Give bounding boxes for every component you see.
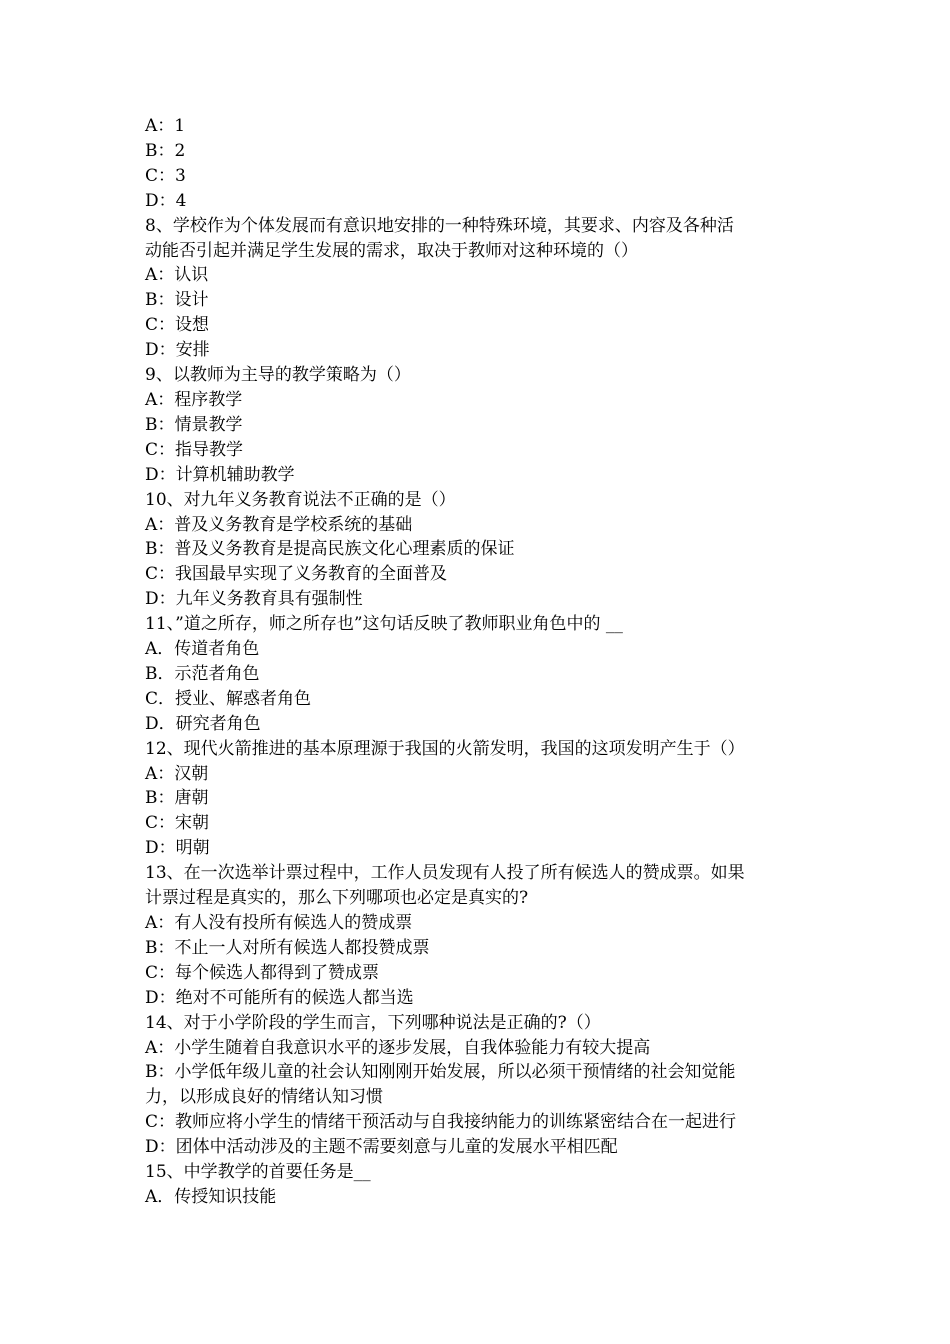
question-13-line-1: 13、在一次选举计票过程中，工作人员发现有人投了所有候选人的赞成票。如果 bbox=[145, 863, 745, 884]
option-b: B：不止一人对所有候选人都投赞成票 bbox=[145, 937, 430, 958]
option-b: B：普及义务教育是提高民族文化心理素质的保证 bbox=[145, 539, 515, 560]
question-10: 10、对九年义务教育说法不正确的是（） bbox=[145, 489, 456, 510]
option-a: A：有人没有投所有候选人的赞成票 bbox=[145, 913, 413, 933]
question-12: 12、现代火箭推进的基本原理源于我国的火箭发明，我国的这项发明产生于（） bbox=[145, 738, 745, 759]
question-11: 11、”道之所存，师之所存也”这句话反映了教师职业角色中的 __ bbox=[145, 614, 623, 635]
option-a: A：程序教学 bbox=[145, 389, 243, 410]
option-b: B：设计 bbox=[145, 290, 209, 311]
option-d: D：团体中活动涉及的主题不需要刻意与儿童的发展水平相匹配 bbox=[145, 1137, 618, 1158]
option-b-line-2: 力，以形成良好的情绪认知习惯 bbox=[145, 1087, 383, 1108]
option-c: C：指导教学 bbox=[145, 439, 244, 460]
option-d: D：计算机辅助教学 bbox=[145, 464, 295, 485]
option-b: B：唐朝 bbox=[145, 788, 209, 809]
option-c: C：我国最早实现了义务教育的全面普及 bbox=[145, 564, 448, 585]
option-b-line-1: B：小学低年级儿童的社会认知刚刚开始发展，所以必须干预情绪的社会知觉能 bbox=[145, 1062, 736, 1083]
option-a: A：汉朝 bbox=[145, 763, 209, 784]
option-d: D．研究者角色 bbox=[145, 713, 261, 734]
option-a: A：小学生随着自我意识水平的逐步发展，自我体验能力有较大提高 bbox=[145, 1037, 651, 1058]
option-c: C：教师应将小学生的情绪干预活动与自我接纳能力的训练紧密结合在一起进行 bbox=[145, 1112, 737, 1133]
option-c: C：宋朝 bbox=[145, 813, 210, 834]
option-a: A．传道者角色 bbox=[145, 639, 260, 660]
question-9: 9、以教师为主导的教学策略为（） bbox=[145, 365, 411, 386]
option-b: B．示范者角色 bbox=[145, 663, 260, 684]
option-d: D：九年义务教育具有强制性 bbox=[145, 589, 363, 610]
option-c: C．授业、解惑者角色 bbox=[145, 688, 312, 709]
question-8-line-1: 8、学校作为个体发展而有意识地安排的一种特殊环境，其要求、内容及各种活 bbox=[145, 215, 734, 236]
option-c: C：设想 bbox=[145, 315, 210, 336]
option-d: D：安排 bbox=[145, 340, 210, 361]
question-15: 15、中学教学的首要任务是__ bbox=[145, 1162, 371, 1183]
option-a: A．传授知识技能 bbox=[145, 1186, 277, 1207]
question-8-line-2: 动能否引起并满足学生发展的需求，取决于教师对这种环境的（） bbox=[145, 240, 638, 261]
option-d: D：明朝 bbox=[145, 838, 210, 859]
option-a: A：1 bbox=[145, 116, 186, 136]
option-a: A：普及义务教育是学校系统的基础 bbox=[145, 514, 413, 535]
option-d: D：4 bbox=[145, 190, 187, 211]
option-b: B：情景教学 bbox=[145, 414, 243, 435]
option-b: B：2 bbox=[145, 140, 186, 161]
option-d: D：绝对不可能所有的候选人都当选 bbox=[145, 987, 414, 1008]
question-13-line-2: 计票过程是真实的，那么下列哪项也必定是真实的? bbox=[145, 888, 529, 909]
document-page bbox=[145, 114, 815, 1210]
option-c: C：3 bbox=[145, 165, 186, 186]
option-a: A：认识 bbox=[145, 265, 209, 286]
question-14: 14、对于小学阶段的学生而言，下列哪种说法是正确的?（） bbox=[145, 1012, 601, 1033]
option-c: C：每个候选人都得到了赞成票 bbox=[145, 962, 380, 983]
